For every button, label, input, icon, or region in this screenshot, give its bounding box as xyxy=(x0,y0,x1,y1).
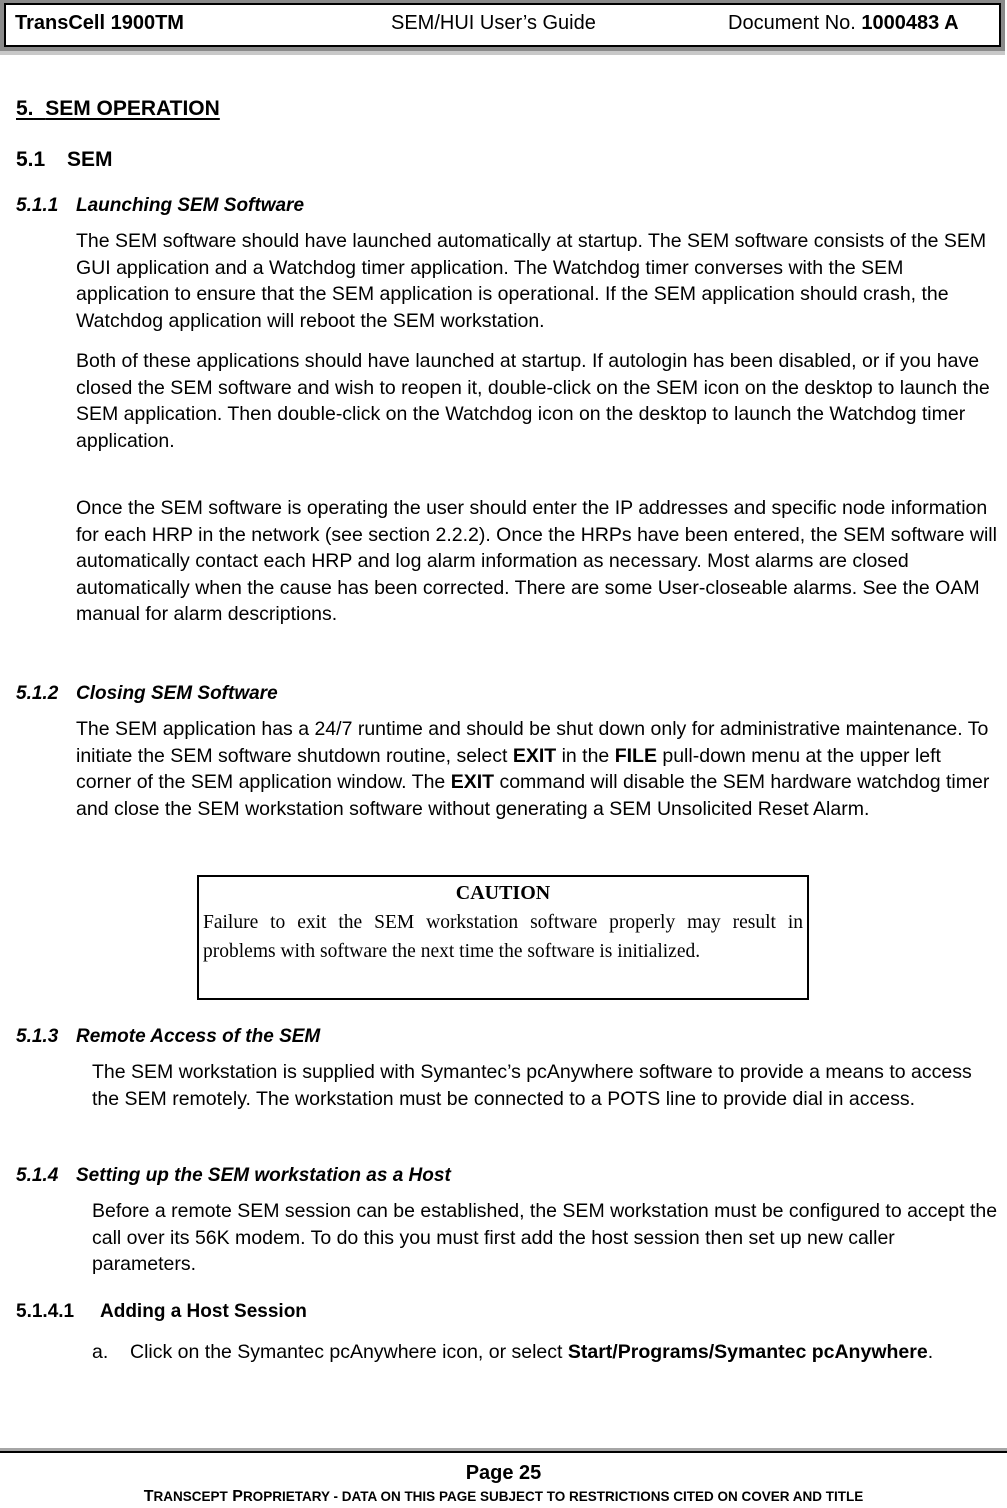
text-run: Click on the Symantec pcAnywhere icon, or select xyxy=(130,1341,568,1363)
caution-box xyxy=(197,875,809,1000)
product-name: TransCell 1900TM xyxy=(15,12,184,34)
subsection-title: SEM xyxy=(67,148,113,171)
file-keyword: FILE xyxy=(614,744,657,767)
exit-keyword: EXIT xyxy=(450,771,495,794)
heading-number: 5.1.3 xyxy=(16,1026,59,1047)
text-run: in the xyxy=(556,744,615,767)
heading-title: Setting up the SEM workstation as a Host xyxy=(76,1165,451,1186)
heading-5-1-4 xyxy=(16,1165,451,1187)
text-run: - DATA ON THIS PAGE SUBJECT TO RESTRICTIONS CITED ON COVER AND TITLE xyxy=(329,1489,864,1504)
text-run: . xyxy=(927,1341,934,1363)
heading-title: Closing SEM Software xyxy=(76,683,278,704)
caution-title: CAUTION xyxy=(455,882,551,904)
paragraph-launch-1: The SEM software should have launched automatically at startup. The SEM software consists of the SEM GUI application and a Watchdog timer application. The Watchdog timer converses with the SEM application to ensure that the SEM application is operational. If the SEM application should crash, the Watchdog application will reboot the SEM workstation. xyxy=(76,230,987,332)
list-item-step-a xyxy=(92,1339,992,1366)
subsection-heading xyxy=(16,148,113,172)
heading-5-1-3 xyxy=(16,1026,320,1048)
paragraph-launch-3: Once the SEM software is operating the user should enter the IP addresses and specific node information for each HRP in the network (see section 2.2.2). Once the HRPs have been entered, the SEM software will automatically contact each HRP and log alarm information as necessary. Most alarms are closed automatically when the cause has been corrected. There are some User-closeable alarms. See the OAM manual for alarm descriptions. xyxy=(76,497,997,626)
heading-title: Remote Access of the SEM xyxy=(76,1026,321,1047)
section-number: 5. xyxy=(16,97,34,120)
paragraph-host-setup: Before a remote SEM session can be established, the SEM workstation must be configured to accept the call over its 56K modem. To do this you must first add the host session then set up new caller parameters. xyxy=(92,1200,998,1276)
text-run: The SEM application has a 24/7 runtime and should be shut down only for administrative maintenance. To initiate the SEM software shutdown routine, select xyxy=(76,718,989,767)
list-item-text xyxy=(130,1339,992,1366)
text-run: command will disable the SEM hardware watchdog timer and close the SEM workstation software without generating a SEM Unsolicited Reset Alarm. xyxy=(76,771,990,820)
header-shadow xyxy=(0,51,1005,55)
text-run: RANSCEPT xyxy=(153,1489,228,1504)
subsection-number: 5.1 xyxy=(16,148,46,171)
section-heading xyxy=(16,97,220,121)
section-title: SEM OPERATION xyxy=(45,97,220,120)
heading-5-1-1 xyxy=(16,195,304,217)
heading-number: 5.1.1 xyxy=(16,195,59,216)
heading-5-1-4-1 xyxy=(16,1301,307,1323)
menu-path: Start/Programs/Symantec pcAnywhere xyxy=(567,1341,928,1363)
text-run: T xyxy=(143,1488,154,1505)
text-run: ROPRIETARY xyxy=(242,1489,330,1504)
heading-number: 5.1.4.1 xyxy=(16,1301,75,1322)
heading-title: Adding a Host Session xyxy=(100,1301,307,1322)
heading-number: 5.1.4 xyxy=(16,1165,59,1186)
text-run: P xyxy=(227,1488,243,1505)
page-number: Page 25 xyxy=(465,1462,542,1484)
guide-title: SEM/HUI User’s Guide xyxy=(391,12,596,34)
footer-rule-dark xyxy=(0,1451,1007,1453)
text-run: pull-down menu at the upper left corner of the SEM application window. The xyxy=(76,744,941,794)
paragraph-closing xyxy=(76,716,1001,822)
paragraph-launch-2: Both of these applications should have launched at startup. If autologin has been disabled, or if you have closed the SEM software and wish to reopen it, double-click on the SEM icon on the desktop to launch the SEM application. Then double-click on the Watchdog icon on the desktop to launch the Watchdog timer application. xyxy=(76,350,990,452)
proprietary-notice xyxy=(0,1488,1007,1506)
list-marker: a. xyxy=(92,1341,109,1363)
caution-body: Failure to exit the SEM workstation software properly may result in problems with software the next time the software is initialized. xyxy=(203,912,803,962)
heading-number: 5.1.2 xyxy=(16,683,59,704)
document-number-value: 1000483 A xyxy=(861,12,959,34)
heading-5-1-2 xyxy=(16,683,278,705)
document-number xyxy=(728,12,959,34)
document-number-label: Document No. xyxy=(728,12,856,34)
heading-title: Launching SEM Software xyxy=(76,195,305,216)
paragraph-remote-access: The SEM workstation is supplied with Symantec’s pcAnywhere software to provide a means to access the SEM remotely. The workstation must be connected to a POTS line to provide dial in access. xyxy=(92,1061,972,1110)
exit-keyword: EXIT xyxy=(512,744,557,767)
